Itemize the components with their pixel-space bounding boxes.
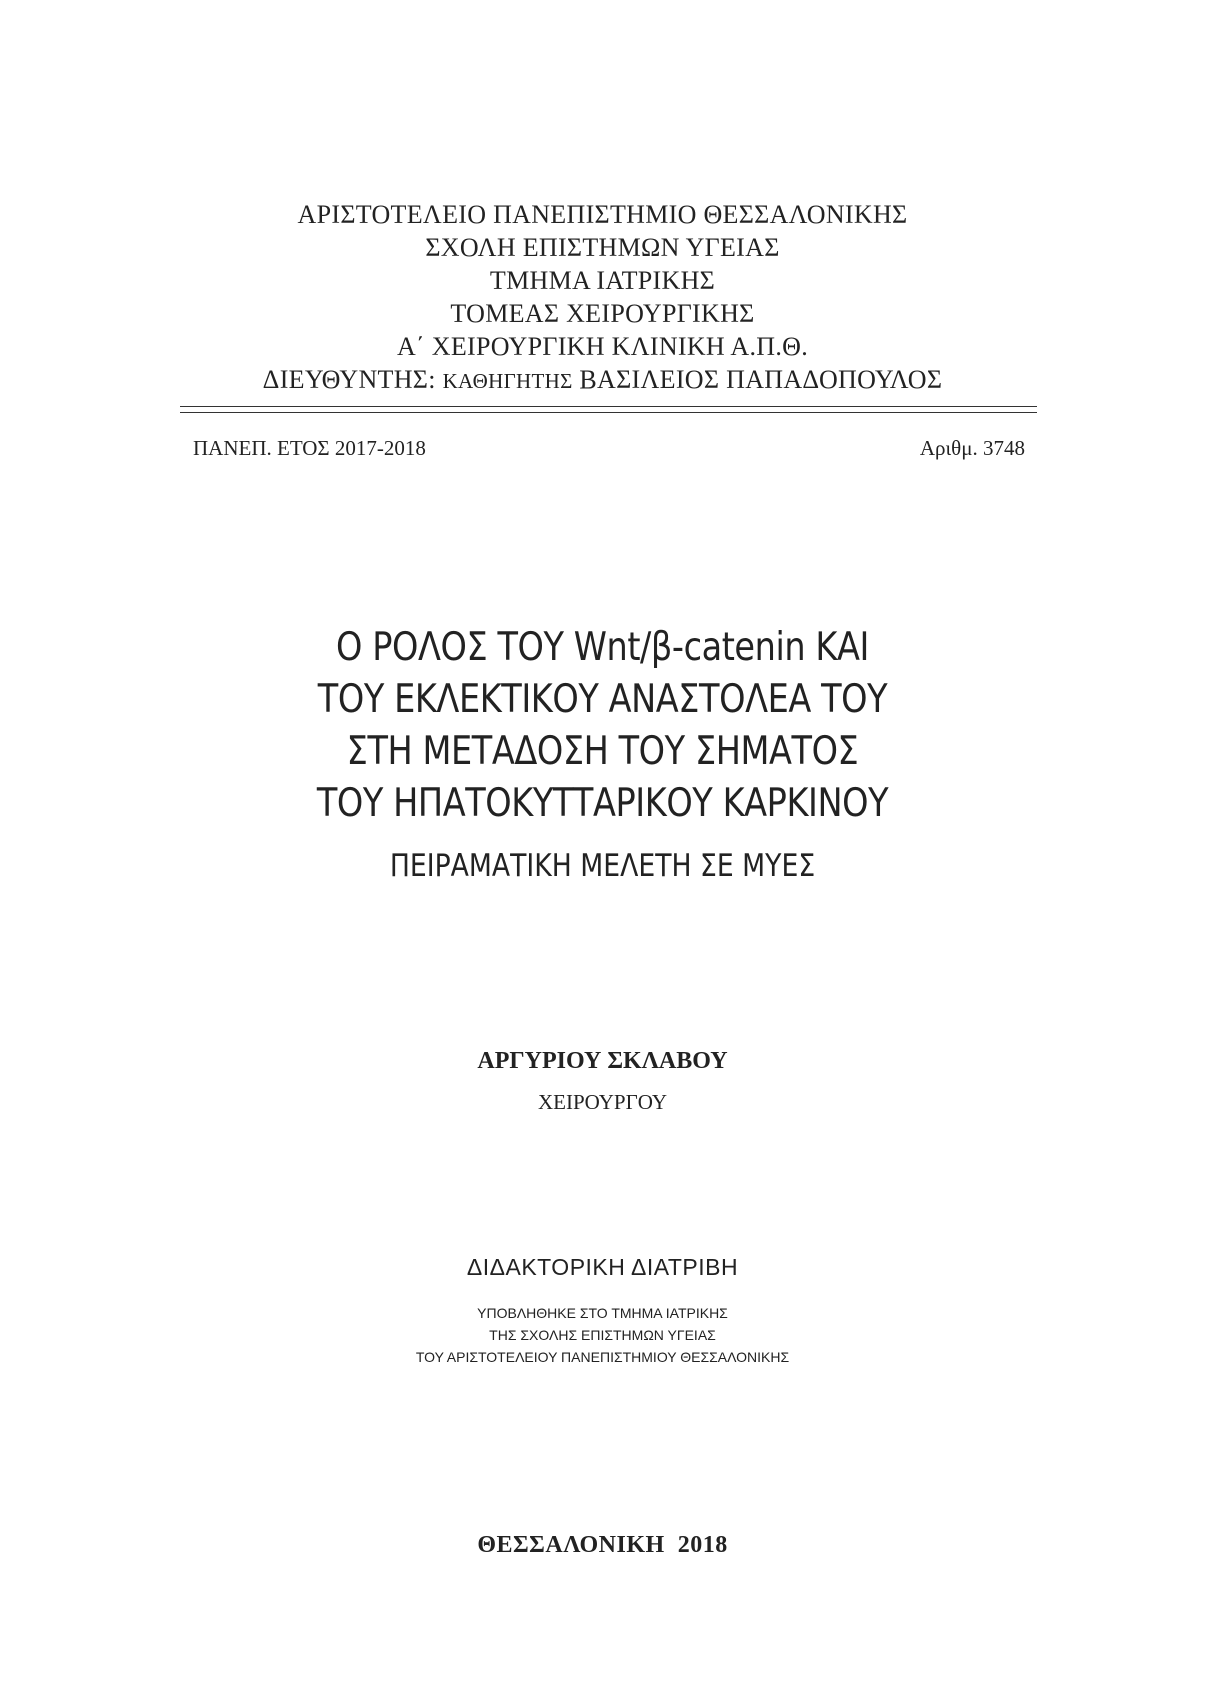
submitted-line-1: ΥΠΟΒΛΗΘΗΚΕ ΣΤΟ ΤΜΗΜΑ ΙΑΤΡΙΚΗΣ xyxy=(477,1305,728,1321)
university-name: ΑΡΙΣΤΟΤΕΛΕΙΟ ΠΑΝΕΠΙΣΤΗΜΙΟ ΘΕΣΣΑΛΟΝΙΚΗΣ xyxy=(297,200,908,229)
school-name: ΣΧΟΛΗ ΕΠΙΣΤΗΜΩΝ ΥΓΕΙΑΣ xyxy=(425,233,780,262)
academic-year: ΠΑΝΕΠ. ΕΤΟΣ 2017-2018 xyxy=(193,436,426,460)
submitted-line-2: ΤΗΣ ΣΧΟΛΗΣ ΕΠΙΣΤΗΜΩΝ ΥΓΕΙΑΣ xyxy=(489,1327,716,1343)
thesis-type: ΔΙΔΑΚΤΟΡΙΚΗ ΔΙΑΤΡΙΒΗ xyxy=(466,1254,739,1280)
clinic-name: Α΄ ΧΕΙΡΟΥΡΓΙΚΗ ΚΛΙΝΙΚΗ Α.Π.Θ. xyxy=(396,332,809,361)
thesis-number: Αριθμ. 3748 xyxy=(919,436,1025,460)
sector-name: ΤΟΜΕΑΣ ΧΕΙΡΟΥΡΓΙΚΗΣ xyxy=(450,299,755,328)
place-year: ΘΕΣΣΑΛΟΝΙΚΗ 2018 xyxy=(477,1532,728,1558)
submission-statement xyxy=(0,1302,1205,1368)
title-line-1: Ο ΡΟΛΟΣ ΤΟΥ Wnt/β-catenin ΚΑΙ xyxy=(336,625,869,670)
thesis-subtitle-wrap xyxy=(0,846,1205,886)
author-name: ΑΡΓΥΡΙΟΥ ΣΚΛΑΒΟΥ xyxy=(477,1048,728,1074)
director-rank: ΚΑΘΗΓΗΤΗΣ xyxy=(442,369,573,393)
header-rule-bottom xyxy=(180,412,1037,413)
footer xyxy=(0,1532,1205,1559)
thesis-type-wrap xyxy=(0,1254,1205,1281)
submitted-line-3: ΤΟΥ ΑΡΙΣΤΟΤΕΛΕΙΟΥ ΠΑΝΕΠΙΣΤΗΜΙΟΥ ΘΕΣΣΑΛΟΝΙΚΗΣ xyxy=(415,1349,790,1365)
director-line xyxy=(0,363,1205,398)
author-profession: ΧΕΙΡΟΥΡΓΟΥ xyxy=(537,1090,668,1114)
author-profession-wrap xyxy=(0,1090,1205,1115)
title-line-4: ΤΟΥ ΗΠΑΤΟΚΥΤΤΑΡΙΚΟΥ ΚΑΡΚΙΝΟΥ xyxy=(316,781,889,826)
header-rule-top xyxy=(180,406,1037,407)
thesis-subtitle: ΠΕΙΡΑΜΑΤΙΚΗ ΜΕΛΕΤΗ ΣΕ ΜΥΕΣ xyxy=(389,848,816,884)
director-name: ΒΑΣΙΛΕΙΟΣ ΠΑΠΑΔΟΠΟΥΛΟΣ xyxy=(579,365,943,394)
director-label: ΔΙΕΥΘΥΝΤΗΣ: xyxy=(262,365,436,394)
institution-header xyxy=(0,198,1205,398)
department-name: ΤΜΗΜΑ ΙΑΤΡΙΚΗΣ xyxy=(489,266,716,295)
author-block xyxy=(0,1048,1205,1075)
title-line-3: ΣΤΗ ΜΕΤΑΔΟΣΗ ΤΟΥ ΣΗΜΑΤΟΣ xyxy=(346,729,859,774)
title-line-2: ΤΟΥ ΕΚΛΕΚΤΙΚΟΥ ΑΝΑΣΤΟΛΕΑ ΤΟΥ xyxy=(317,677,888,722)
thesis-title xyxy=(0,622,1205,830)
